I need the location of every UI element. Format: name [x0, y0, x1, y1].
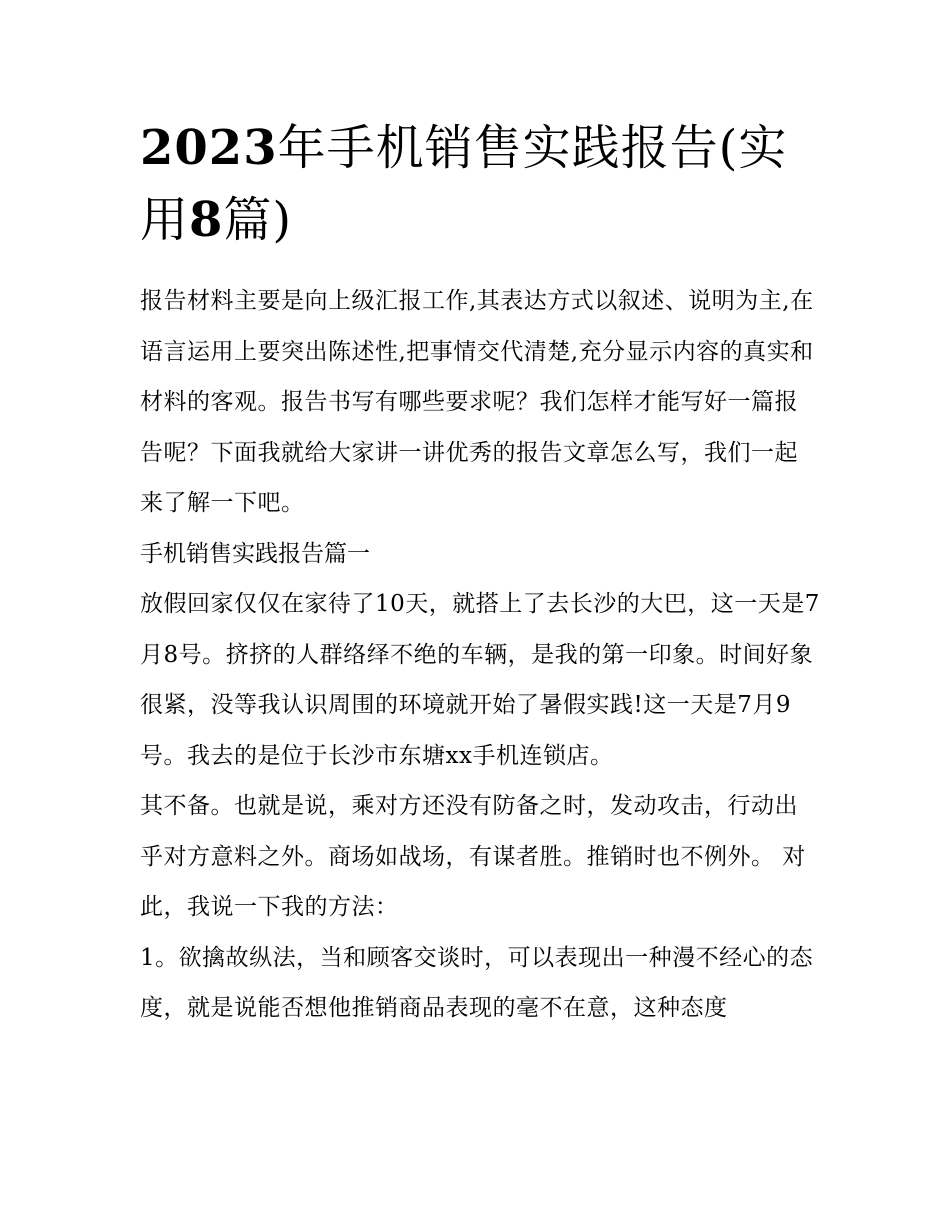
body-paragraph-2: 其不备。也就是说，乘对方还没有防备之时，发动攻击，行动出乎对方意料之外。商场如战场，有谋者胜。推销时也不例外。 对此，我说一下我的方法：	[140, 793, 806, 920]
document-title	[140, 112, 820, 256]
body-paragraph-1: 放假回家仅仅在家待了10天，就搭上了去长沙的大巴，这一天是7月8号。挤挤的人群络绎不绝的车辆，是我的第一印象。时间好象很紧，没等我认识周围的环境就开始了暑假实践!这一天是7月9号。我去的是位于长沙市东塘xx手机连锁店。	[140, 591, 820, 769]
section-heading: 手机销售实践报告篇一	[140, 540, 370, 567]
intro-paragraph: 报告材料主要是向上级汇报工作,其表达方式以叙述、说明为主,在语言运用上要突出陈述性,把事情交代清楚,充分显示内容的真实和材料的客观。报告书写有哪些要求呢？我们怎样才能写好一篇报告呢？下面我就给大家讲一讲优秀的报告文章怎么写，我们一起来了解一下吧。	[140, 288, 814, 516]
title-text-2: 用	[140, 192, 190, 248]
title-year: 2023	[140, 120, 278, 176]
title-text-3: 篇)	[223, 192, 293, 248]
document-body	[140, 276, 820, 1034]
title-text-1: 年手机销售实践报告(实	[277, 120, 788, 176]
title-count: 8	[189, 192, 224, 248]
body-paragraph-3: 1。欲擒故纵法，当和顾客交谈时，可以表现出一种漫不经心的态度，就是说能否想他推销商品表现的毫不在意，这种态度	[140, 944, 814, 1021]
